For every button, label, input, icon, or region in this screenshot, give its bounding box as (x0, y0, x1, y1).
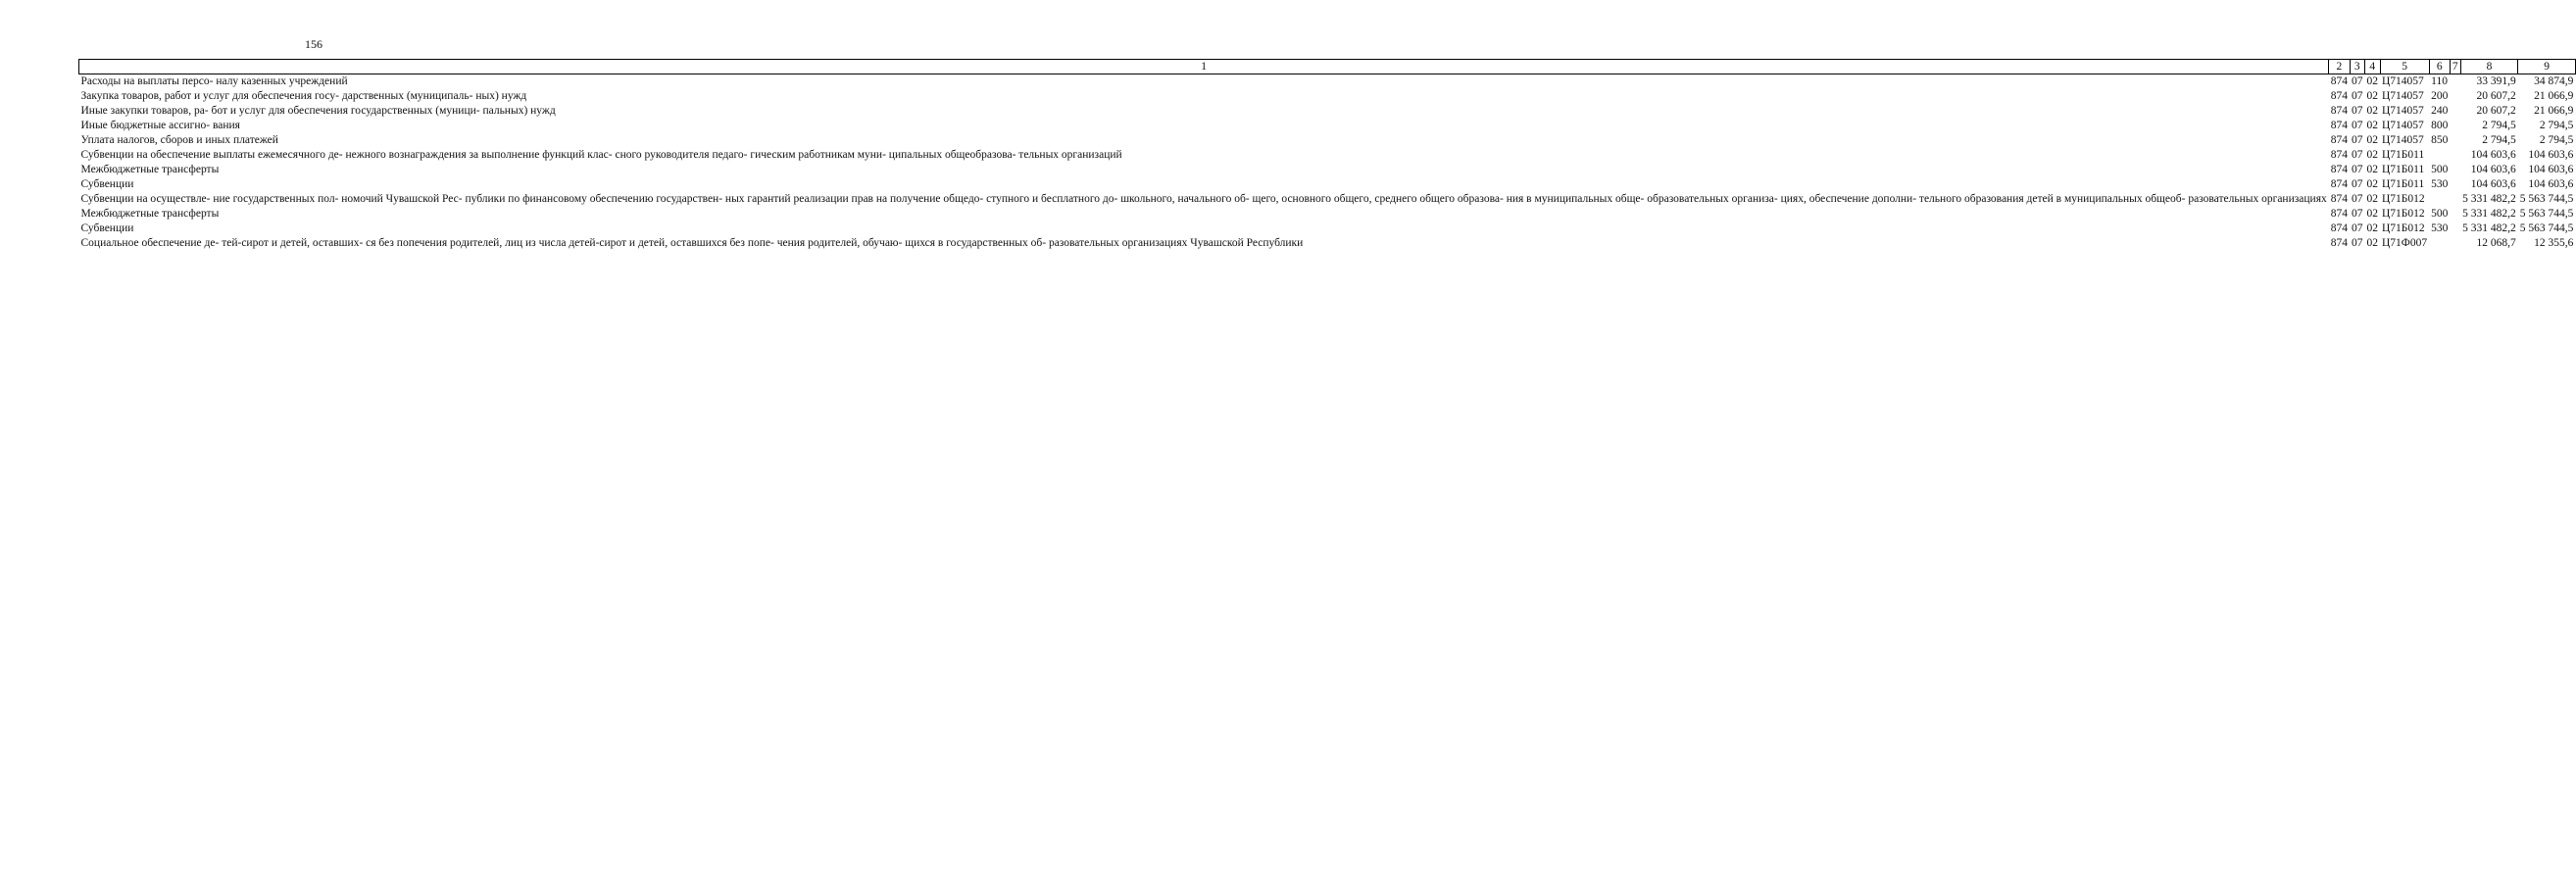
description-line: тельного образования детей (1918, 193, 2054, 205)
description-line: Иные закупки товаров, ра- (80, 105, 209, 117)
table-row (79, 119, 2576, 133)
description-line: щего, основного общего, (1252, 193, 1372, 205)
subsection-cell: 02 (2366, 193, 2378, 205)
table-row (79, 74, 2576, 90)
expense-type-cell (2429, 236, 2450, 251)
empty-column-cell (2450, 148, 2460, 163)
amount-cell: 104 603,6 (2470, 149, 2516, 161)
description-line: Чувашской Республики (1190, 237, 1304, 249)
expense-type-cell: 500 (2431, 208, 2449, 220)
section-cell: 07 (2352, 120, 2363, 131)
empty-column-cell (2450, 207, 2460, 222)
description-line: номочий Чувашской Рес- (341, 193, 463, 205)
row-description (79, 207, 2329, 222)
description-line: обеспечению государствен- (589, 193, 723, 205)
amount-cell: 5 331 482,2 (2462, 208, 2516, 220)
description-line: детей, оставшихся без попе- (637, 237, 774, 249)
description-line: циях, обеспечение дополни- (1780, 193, 1917, 205)
expense-type-cell: 240 (2431, 105, 2449, 117)
row-description (79, 148, 2329, 163)
column-header: 5 (2380, 60, 2429, 74)
amount-cell: 12 068,7 (2476, 237, 2516, 249)
row-description (79, 133, 2329, 148)
description-line: государственных (муници- (350, 105, 480, 117)
admin-code-cell: 874 (2330, 90, 2348, 102)
description-line: щихся в государственных об- (905, 237, 1047, 249)
description-line: услуг для обеспечения госу- (203, 90, 339, 102)
expense-type-cell: 530 (2431, 178, 2449, 190)
admin-code-cell: 874 (2330, 208, 2348, 220)
description-line: иных платежей (205, 134, 278, 146)
page-number: 156 (305, 37, 322, 51)
table-row (79, 89, 2576, 104)
table-row (79, 177, 2576, 192)
amount-cell: 104 603,6 (2528, 164, 2574, 175)
budget-table (78, 59, 2576, 251)
description-line: Закупка товаров, работ и (80, 90, 201, 102)
amount-cell: 104 603,6 (2470, 164, 2516, 175)
row-description (79, 89, 2329, 104)
amount-cell: 2 794,5 (2482, 120, 2516, 131)
description-line: Субвенции (80, 222, 134, 234)
subsection-cell: 02 (2366, 237, 2378, 249)
amount-cell: 5 563 744,5 (2519, 193, 2574, 205)
admin-code-cell: 874 (2330, 222, 2348, 234)
subsection-cell: 02 (2366, 90, 2378, 102)
section-cell: 07 (2352, 105, 2363, 117)
row-description (79, 74, 2329, 90)
subsection-cell: 02 (2366, 75, 2378, 87)
admin-code-cell: 874 (2330, 149, 2348, 161)
admin-code-cell: 874 (2330, 164, 2348, 175)
description-line: Социальное обеспечение де- (80, 237, 220, 249)
description-line: ступного и бесплатного до- (986, 193, 1118, 205)
section-cell: 07 (2352, 208, 2363, 220)
description-line: гическим работникам муни- (750, 149, 886, 161)
table-row (79, 163, 2576, 177)
admin-code-cell: 874 (2330, 178, 2348, 190)
description-line: ных) нужд (475, 90, 527, 102)
description-line: ципальных общеобразова- (888, 149, 1016, 161)
description-line: Расходы на выплаты персо- (80, 75, 214, 87)
empty-column-cell (2450, 104, 2460, 119)
description-line: налу казенных учреждений (216, 75, 348, 87)
subsection-cell: 02 (2366, 164, 2378, 175)
empty-column-cell (2450, 236, 2460, 251)
table-row (79, 192, 2576, 207)
description-line: прав на получение общедо- (851, 193, 984, 205)
description-line: ных гарантий реализации (724, 193, 849, 205)
section-cell: 07 (2352, 164, 2363, 175)
row-description (79, 192, 2329, 207)
target-article-cell: Ц714057 (2382, 90, 2424, 102)
amount-cell: 12 355,6 (2534, 237, 2574, 249)
column-header: 2 (2329, 60, 2350, 74)
amount-cell: 21 066,9 (2534, 105, 2574, 117)
description-line: среднего общего образова- (1374, 193, 1504, 205)
description-line: вания (212, 120, 240, 131)
target-article-cell: Ц71Б011 (2382, 164, 2425, 175)
row-description (79, 163, 2329, 177)
amount-cell: 33 391,9 (2476, 75, 2516, 87)
description-line: пальных) нужд (482, 105, 556, 117)
column-header: 4 (2365, 60, 2381, 74)
column-header: 3 (2350, 60, 2365, 74)
description-line: дарственных (муниципаль- (341, 90, 473, 102)
empty-column-cell (2450, 133, 2460, 148)
section-cell: 07 (2352, 90, 2363, 102)
row-description (79, 177, 2329, 192)
admin-code-cell: 874 (2330, 193, 2348, 205)
target-article-cell: Ц71Ф007 (2382, 237, 2428, 249)
expense-type-cell: 530 (2431, 222, 2449, 234)
description-line: Иные бюджетные ассигно- (80, 120, 211, 131)
section-cell: 07 (2352, 75, 2363, 87)
description-line: Уплата налогов, сборов и (80, 134, 203, 146)
description-line: ние государственных пол- (213, 193, 339, 205)
header-row (79, 60, 2576, 74)
amount-cell: 5 563 744,5 (2519, 208, 2574, 220)
empty-column-cell (2450, 163, 2460, 177)
amount-cell: 34 874,9 (2534, 75, 2574, 87)
amount-cell: 5 331 482,2 (2462, 222, 2516, 234)
admin-code-cell: 874 (2330, 134, 2348, 146)
row-description (79, 104, 2329, 119)
description-line: разовательных организациях (2188, 193, 2327, 205)
amount-cell: 21 066,9 (2534, 90, 2574, 102)
description-line: школьного, начального об- (1120, 193, 1250, 205)
empty-column-cell (2450, 89, 2460, 104)
subsection-cell: 02 (2366, 222, 2378, 234)
subsection-cell: 02 (2366, 105, 2378, 117)
table-row (79, 104, 2576, 119)
target-article-cell: Ц714057 (2382, 75, 2424, 87)
table-row (79, 236, 2576, 251)
expense-type-cell: 500 (2431, 164, 2449, 175)
description-line: Субвенции на осуществле- (80, 193, 211, 205)
target-article-cell: Ц714057 (2382, 134, 2424, 146)
amount-cell: 5 331 482,2 (2462, 193, 2516, 205)
empty-column-cell (2450, 222, 2460, 236)
expense-type-cell (2429, 148, 2450, 163)
description-line: выполнение функций клас- (481, 149, 613, 161)
description-line: публики по финансовому (465, 193, 587, 205)
table-row (79, 148, 2576, 163)
amount-cell: 2 794,5 (2482, 134, 2516, 146)
row-description (79, 236, 2329, 251)
subsection-cell: 02 (2366, 178, 2378, 190)
expense-type-cell (2429, 192, 2450, 207)
column-header: 7 (2450, 60, 2460, 74)
description-line: Межбюджетные трансферты (80, 164, 220, 175)
table-body (79, 74, 2576, 252)
description-line: образовательных организа- (1647, 193, 1778, 205)
description-line: в муниципальных общеоб- (2056, 193, 2186, 205)
empty-column-cell (2450, 177, 2460, 192)
subsection-cell: 02 (2366, 120, 2378, 131)
admin-code-cell: 874 (2330, 237, 2348, 249)
admin-code-cell: 874 (2330, 120, 2348, 131)
description-line: сного руководителя педаго- (615, 149, 748, 161)
section-cell: 07 (2352, 222, 2363, 234)
expense-type-cell: 850 (2431, 134, 2449, 146)
empty-column-cell (2450, 74, 2460, 90)
amount-cell: 20 607,2 (2476, 90, 2516, 102)
description-line: нежного вознаграждения за (345, 149, 479, 161)
table-row (79, 222, 2576, 236)
subsection-cell: 02 (2366, 208, 2378, 220)
description-line: тельных организаций (1018, 149, 1122, 161)
subsection-cell: 02 (2366, 134, 2378, 146)
empty-column-cell (2450, 192, 2460, 207)
section-cell: 07 (2352, 149, 2363, 161)
empty-column-cell (2450, 119, 2460, 133)
table-row (79, 133, 2576, 148)
column-header: 8 (2460, 60, 2518, 74)
column-header: 9 (2518, 60, 2576, 74)
column-header: 6 (2429, 60, 2450, 74)
row-description (79, 222, 2329, 236)
amount-cell: 2 794,5 (2539, 120, 2574, 131)
amount-cell: 5 563 744,5 (2519, 222, 2574, 234)
description-line: выплаты ежемесячного де- (213, 149, 343, 161)
description-line: ния в муниципальных обще- (1506, 193, 1645, 205)
description-line: бот и услуг для обеспечения (211, 105, 348, 117)
target-article-cell: Ц71Б012 (2382, 222, 2425, 234)
target-article-cell: Ц71Б011 (2382, 149, 2425, 161)
table-row (79, 207, 2576, 222)
amount-cell: 20 607,2 (2476, 105, 2516, 117)
description-line: разовательных организациях (1048, 237, 1188, 249)
section-cell: 07 (2352, 134, 2363, 146)
section-cell: 07 (2352, 178, 2363, 190)
description-line: тей-сирот и детей, оставших- (222, 237, 364, 249)
amount-cell: 104 603,6 (2470, 178, 2516, 190)
target-article-cell: Ц71Б011 (2382, 178, 2425, 190)
target-article-cell: Ц714057 (2382, 120, 2424, 131)
description-line: ся без попечения родителей, (366, 237, 503, 249)
description-line: лиц из числа детей-сирот и (505, 237, 636, 249)
target-article-cell: Ц71Б012 (2382, 193, 2425, 205)
expense-type-cell: 110 (2431, 75, 2448, 87)
expense-type-cell: 200 (2431, 90, 2449, 102)
row-description (79, 119, 2329, 133)
description-line: чения родителей, обучаю- (776, 237, 903, 249)
description-line: Субвенции на обеспечение (80, 149, 211, 161)
description-line: Межбюджетные трансферты (80, 208, 220, 220)
section-cell: 07 (2352, 237, 2363, 249)
amount-cell: 104 603,6 (2528, 149, 2574, 161)
column-header: 1 (79, 60, 2329, 74)
admin-code-cell: 874 (2330, 75, 2348, 87)
admin-code-cell: 874 (2330, 105, 2348, 117)
section-cell: 07 (2352, 193, 2363, 205)
target-article-cell: Ц714057 (2382, 105, 2424, 117)
target-article-cell: Ц71Б012 (2382, 208, 2425, 220)
expense-type-cell: 800 (2431, 120, 2449, 131)
description-line: Субвенции (80, 178, 134, 190)
amount-cell: 2 794,5 (2539, 134, 2574, 146)
amount-cell: 104 603,6 (2528, 178, 2574, 190)
subsection-cell: 02 (2366, 149, 2378, 161)
